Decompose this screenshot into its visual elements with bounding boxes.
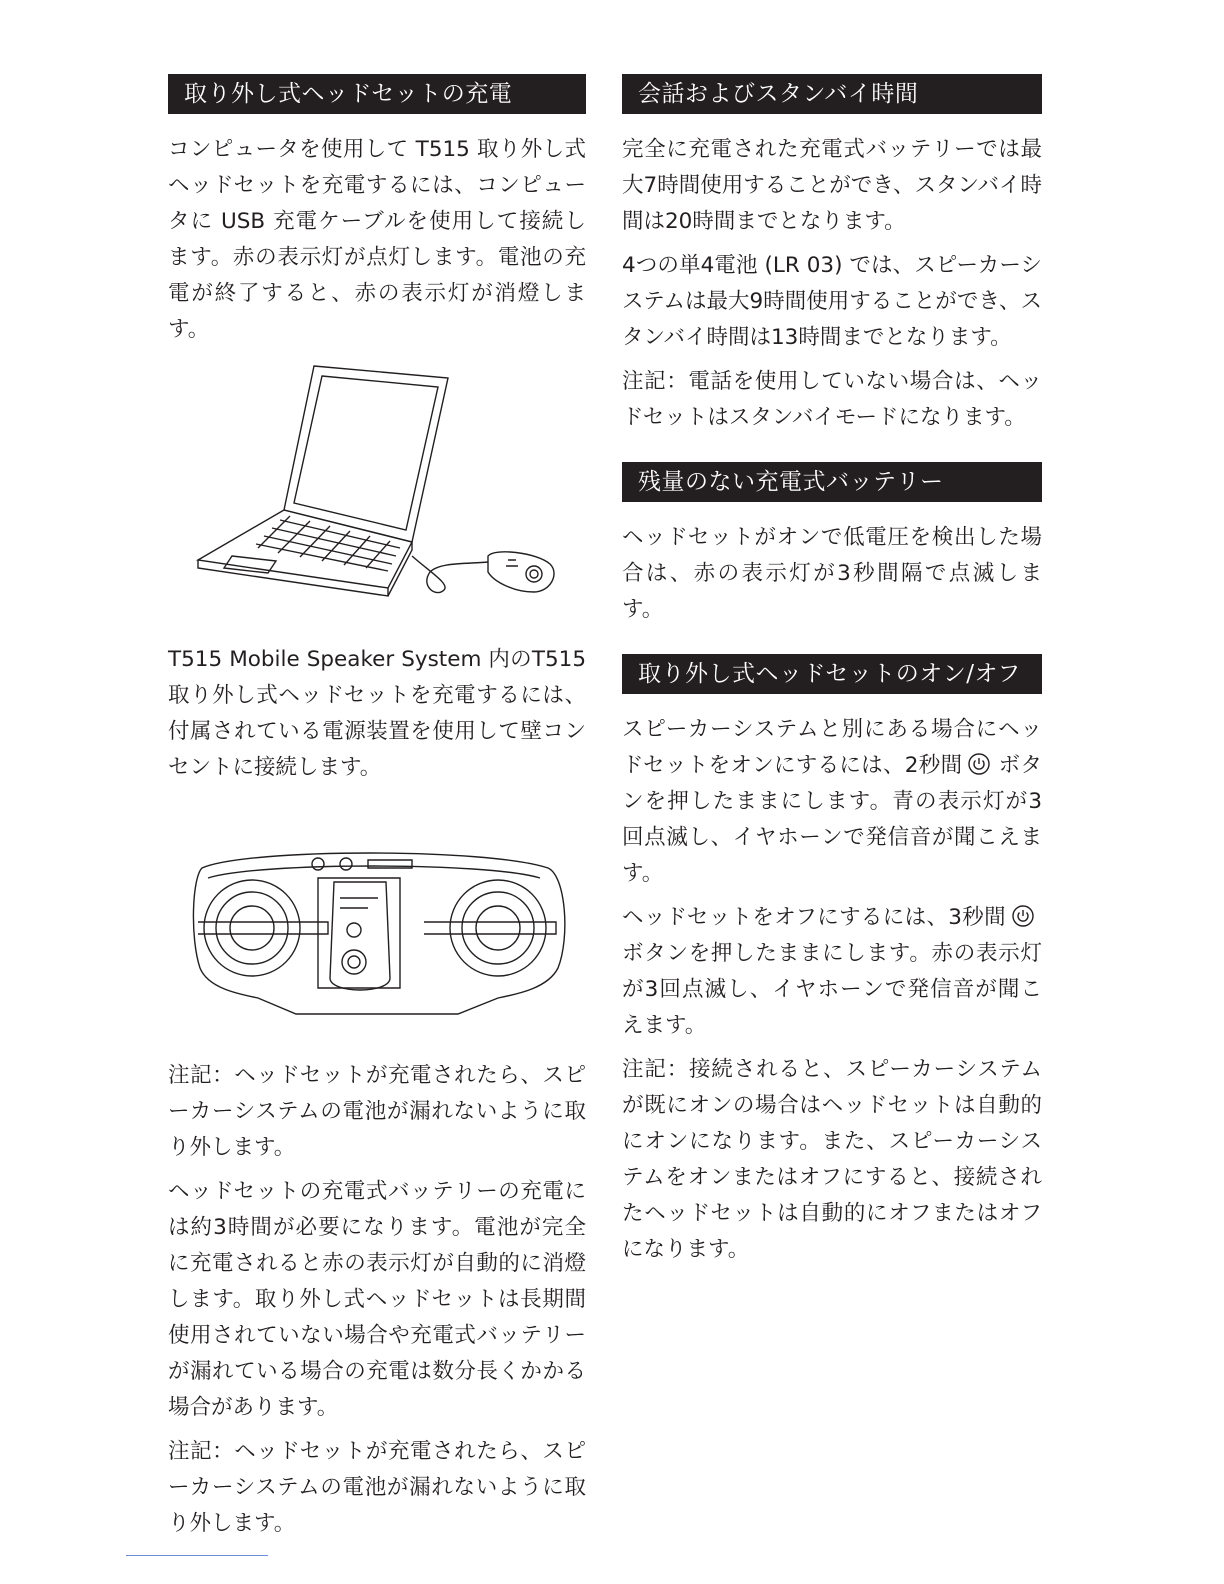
talk-time-paragraph: 完全に充電された充電式バッテリーでは最大7時間使用することができ、スタンバイ時間は20時間までとなります。: [622, 137, 1042, 234]
laptop-base: [198, 510, 412, 588]
headset-device: [488, 552, 554, 592]
power-off-text-b: ボタンを押したままにします。赤の表示灯が3回点滅し、イヤホーンで発信音が聞こえます。: [622, 941, 1042, 1038]
note-paragraph-2: 注記：ヘッドセットが充電されたら、スピーカーシステムの電池が漏れないように取り外します。: [168, 1439, 586, 1536]
speaker-system-illustration: [168, 838, 586, 1018]
low-voltage-paragraph: ヘッドセットがオンで低電圧を検出した場合は、赤の表示灯が3秒間隔で点滅します。: [622, 525, 1042, 622]
usb-cable: [412, 556, 488, 593]
charge-time-paragraph: ヘッドセットの充電式バッテリーの充電には約3時間が必要になります。電池が完全に充電されると赤の表示灯が自動的に消燈します。取り外し式ヘッドセットは長期間使用されていない場合や充電式バッテリーが漏れている場合の充電は数分長くかかる場合があります。: [168, 1179, 586, 1420]
standby-note-paragraph: 注記：電話を使用していない場合は、ヘッドセットはスタンバイモードになります。: [622, 369, 1042, 430]
auto-power-note-paragraph: 注記：接続されると、スピーカーシステムが既にオンの場合はヘッドセットは自動的にオンになります。また、スピーカーシステムをオンまたはオフにすると、接続されたヘッドセットは自動的にオフまたはオフになります。: [622, 1057, 1042, 1262]
power-off-text-a: ヘッドセットをオフにするには、3秒間: [622, 905, 1006, 930]
section-heading-charging: 取り外し式ヘッドセットの充電: [168, 74, 586, 114]
charging-computer-paragraph: コンピュータを使用して T515 取り外し式ヘッドセットを充電するには、コンピュータに USB 充電ケーブルを使用して接続します。赤の表示灯が点灯します。電池の充電が終了すると、赤の表示灯が消燈します。: [168, 137, 586, 342]
note-paragraph-1: 注記：ヘッドセットが充電されたら、スピーカーシステムの電池が漏れないように取り外します。: [168, 1063, 586, 1160]
power-on-text-a: スピーカーシステムと別にある場合にヘッドセットをオンにするには、2秒間: [622, 717, 1042, 778]
section-heading-on-off: 取り外し式ヘッドセットのオン/オフ: [622, 654, 1042, 694]
laptop-charging-illustration: [168, 360, 586, 610]
battery-time-paragraph: 4つの単4電池 (LR 03) では、スピーカーシステムは最大9時間使用することができ、スタンバイ時間は13時間までとなります。: [622, 253, 1042, 350]
power-button-icon: [1012, 903, 1034, 925]
power-on-text-b: ボタンを押したままにします。青の表示灯が3回点滅し、イヤホーンで発信音が聞こえます。: [622, 753, 1042, 886]
power-off-paragraph: [622, 900, 1042, 1044]
right-speaker-cone: [450, 880, 546, 976]
section-heading-talk-standby: 会話およびスタンバイ時間: [622, 74, 1042, 114]
section-heading-empty-battery: 残量のない充電式バッテリー: [622, 462, 1042, 502]
power-button-icon: [968, 751, 990, 773]
power-on-paragraph: [622, 712, 1042, 892]
left-speaker-cone: [204, 880, 300, 976]
charging-speaker-paragraph: T515 Mobile Speaker System 内のT515取り外し式ヘッドセットを充電するには、付属されている電源装置を使用して壁コンセントに接続します。: [168, 647, 586, 780]
right-column: [622, 74, 1042, 1268]
footer-rule: [126, 1555, 268, 1556]
left-column: [168, 74, 586, 1542]
